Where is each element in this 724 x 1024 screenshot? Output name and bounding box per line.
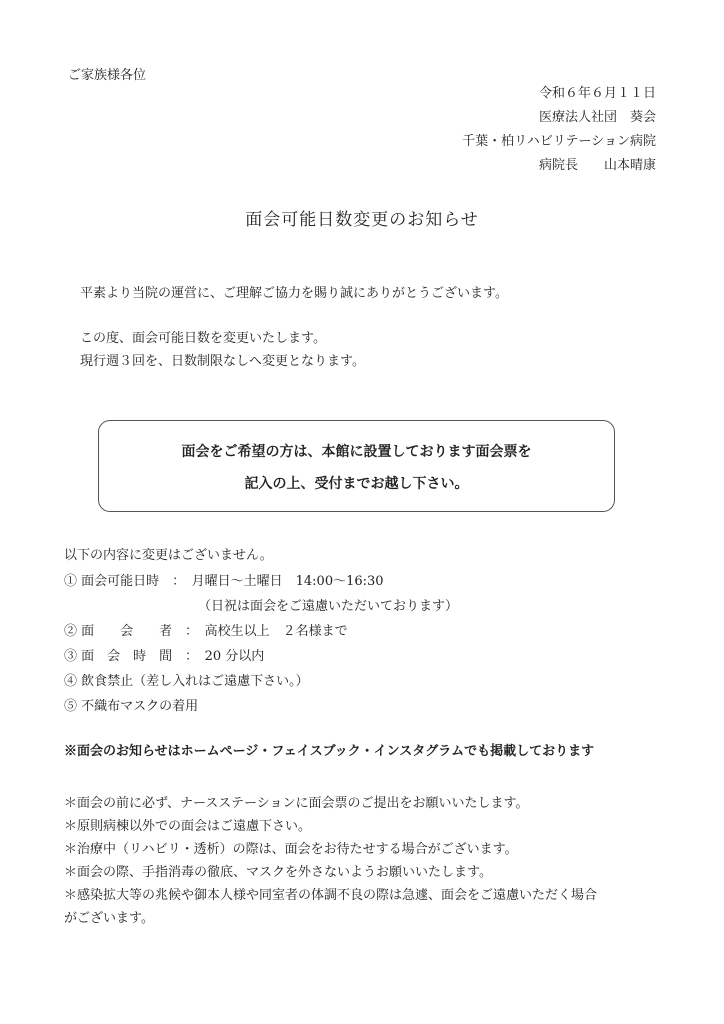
list-item-duration: ③ 面 会 時 間 ： 20 分以内 bbox=[64, 649, 265, 664]
change-announcement: この度、面会可能日数を変更いたします。 bbox=[80, 331, 326, 346]
note-hygiene: ＊面会の際、手指消毒の徹底、マスクを外さないようお願いいたします。 bbox=[64, 865, 492, 880]
note-ward-only: ＊原則病棟以外での面会はご遠慮下さい。 bbox=[64, 819, 312, 834]
list-item-no-food: ④ 飲食禁止（差し入れはご遠慮下さい。） bbox=[64, 674, 309, 689]
change-detail: 現行週３回を、日数制限なしへ変更となります。 bbox=[80, 354, 365, 369]
notice-line-2: 記入の上、受付までお越し下さい。 bbox=[244, 476, 469, 492]
greeting-paragraph: 平素より当院の運営に、ご理解ご協力を賜り誠にありがとうございます。 bbox=[80, 286, 508, 301]
organization-name: 医療法人社団 葵会 bbox=[538, 110, 656, 125]
notice-box bbox=[98, 420, 615, 512]
note-infection: ＊感染拡大等の兆候や御本人様や同室者の体調不良の際は急遽、面会をご遠慮いただく場合 bbox=[64, 888, 598, 903]
issue-date: 令和６年６月１１日 bbox=[538, 86, 656, 101]
addressee: ご家族様各位 bbox=[68, 68, 147, 83]
note-infection-cont: がございます。 bbox=[64, 911, 154, 926]
notice-line-1: 面会をご希望の方は、本館に設置しております面会票を bbox=[181, 444, 532, 460]
document-title: 面会可能日数変更のお知らせ bbox=[245, 210, 479, 230]
list-item-visiting-hours: ① 面会可能日時 ： 月曜日～土曜日 14:00～16:30 bbox=[64, 574, 384, 589]
list-item-holiday-note: （日祝は面会をご遠慮いただいております） bbox=[198, 599, 459, 614]
hospital-director: 病院長 山本晴康 bbox=[538, 158, 656, 173]
web-notice: ※面会のお知らせはホームページ・フェイスブック・インスタグラムでも掲載しております bbox=[64, 744, 595, 759]
note-submit-form: ＊面会の前に必ず、ナースステーションに面会票のご提出をお願いいたします。 bbox=[64, 796, 529, 811]
sender-block bbox=[462, 82, 656, 178]
notes-list bbox=[64, 792, 597, 930]
hospital-name: 千葉・柏リハビリテーション病院 bbox=[462, 134, 656, 149]
list-item-mask: ⑤ 不織布マスクの着用 bbox=[64, 699, 199, 714]
note-treatment-wait: ＊治療中（リハビリ・透析）の際は、面会をお待たせする場合がございます。 bbox=[64, 842, 518, 857]
list-item-visitors: ② 面 会 者 ： 高校生以上 ２名様まで bbox=[64, 624, 348, 639]
unchanged-heading: 以下の内容に変更はございません。 bbox=[64, 548, 273, 563]
